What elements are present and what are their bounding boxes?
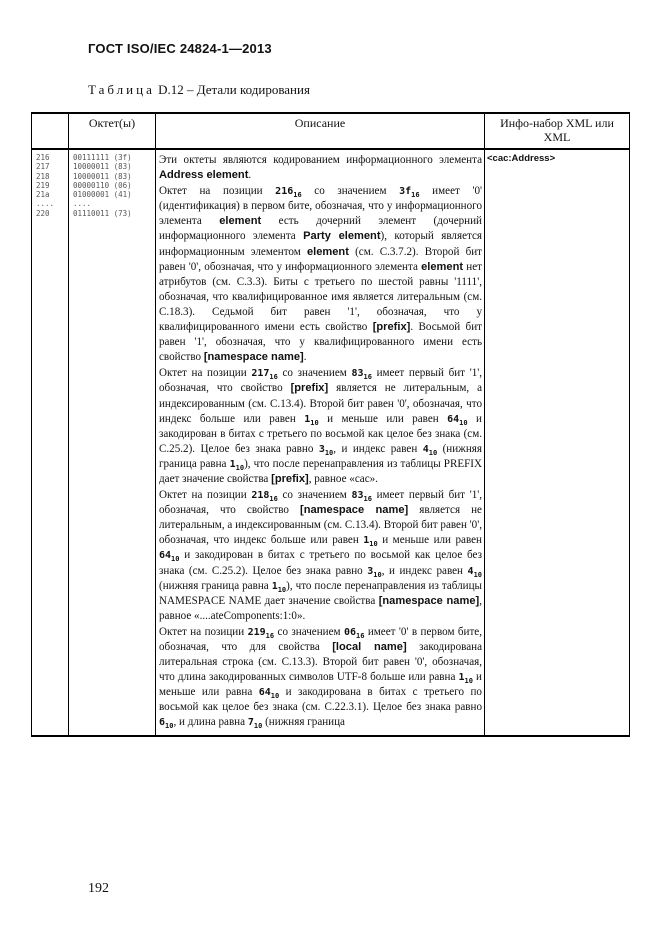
- offset-value: 216: [36, 153, 50, 162]
- xml-value: <cac:Address>: [487, 153, 556, 164]
- octet-value: 00111111 (3f): [73, 153, 132, 162]
- document-header: ГОСТ ISO/IEC 24824-1—2013: [88, 41, 272, 56]
- octet-value: 00000110 (06): [73, 180, 132, 190]
- xml-cell: [485, 149, 630, 736]
- header-xml: Инфо-набор XML или XML: [485, 113, 630, 149]
- page-number: 192: [88, 881, 109, 896]
- header-offset: [32, 113, 69, 149]
- offset-value: 21a: [36, 190, 50, 200]
- description-paragraph-5: Октет на позиции $219_{16}$ со значением $06_{16}$ имеет '0' в первом бите, обозначая, что для свойства [local name] закодирована литеральная строка (см. С.13.3). Второй бит равен '0', обозначая, что длина закодированных символов UTF-8 больше или равна $1_{10}$ и меньше или равна $64_{10}$ и закодирована в битах с третьего по восьмой как целое без знака (см. С.22.3.1). Целое без знака равно $6_{10}$, и длина равна $7_{10}$ (нижняя граница: [159, 625, 483, 731]
- octet-value: 01000001 (41): [73, 190, 132, 200]
- table-caption: [88, 82, 310, 98]
- offset-list: [32, 150, 68, 218]
- table-caption-label: Таблица: [88, 82, 155, 97]
- table-caption-text: D.12 – Детали кодирования: [154, 82, 310, 97]
- octet-value: 10000011 (83): [73, 162, 132, 172]
- table-header-row: [32, 113, 630, 149]
- description-paragraph-1: Эти октеты являются кодированием информационного элемента Address element.: [159, 154, 482, 182]
- description-paragraph-3: Октет на позиции $217_{16}$ со значением $83_{16}$ имеет первый бит '1', обозначая, что свойство [prefix] является не литеральным, а индексированным (см. С.13.4). Второй бит равен '0', обозначая, что индекс больше или равен $1_{10}$ и меньше или равен $64_{10}$ и закодирован в битах с третьего по восьмой как целое без знака (см. С.25.2). Целое без знака равно $3_{10}$, и индекс равен $4_{10}$ (нижняя граница равна $1_{10}$), что после перенаправления из таблицы PREFIX дает значение свойства [prefix], равное «cac».: [159, 367, 483, 485]
- encoding-table: [31, 112, 630, 737]
- offset-value: 219: [36, 180, 50, 190]
- description-paragraph-4: Октет на позиции $218_{16}$ со значением $83_{16}$ имеет первый бит '1', обозначая, что свойство [namespace name] является не литеральным, а индексированным (см. С.13.4). Второй бит равен '0', обозначая, что индекс больше или равен $1_{10}$ и меньше или равен $64_{10}$ и закодирован в битах с третьего по восьмой как целое без знака (см. С.25.2). Целое без знака равно $3_{10}$, и индекс равен $4_{10}$ (нижняя граница равна $1_{10}$), что после перенаправления из таблицы NAMESPACE NAME дает значение свойства [namespace name], равное «....ateComponents:1:0».: [159, 489, 483, 622]
- octet-value: 01110011 (73): [73, 208, 132, 218]
- octet-value: ....: [73, 199, 92, 209]
- offset-cell: [32, 149, 69, 736]
- octet-list: [69, 150, 155, 218]
- octet-value: 10000011 (83): [73, 171, 132, 181]
- offset-value: ....: [36, 199, 55, 209]
- table-row: [32, 149, 630, 736]
- octets-cell: [69, 149, 156, 736]
- offset-value: 220: [36, 208, 50, 218]
- header-description: Описание: [156, 113, 485, 149]
- offset-value: 217: [36, 162, 50, 172]
- offset-value: 218: [36, 171, 50, 181]
- header-octets: Октет(ы): [69, 113, 156, 149]
- description-paragraph-2: Октет на позиции $216_{16}$ со значением $3f_{16}$ имеет '0' (идентификация) в первом бите, обозначая, что у информационного элемента element есть дочерний элемент (дочерний информационного элемента Party element), который является информационным элементом element (см. С.3.7.2). Второй бит равен '0', обозначая, что у информационного элемента element нет атрибутов (см. С.3.3). Биты с третьего по шестой равны '1111', обозначая, что квалифицированное имя является литеральным (см. С.18.3). Седьмой бит равен '1', обозначая, что у квалифицированного имени есть свойство [prefix]. Восьмой бит равен '1', обозначая, что у квалифицированного имени есть свойство [namespace name].: [159, 185, 483, 364]
- description-cell: [156, 149, 485, 736]
